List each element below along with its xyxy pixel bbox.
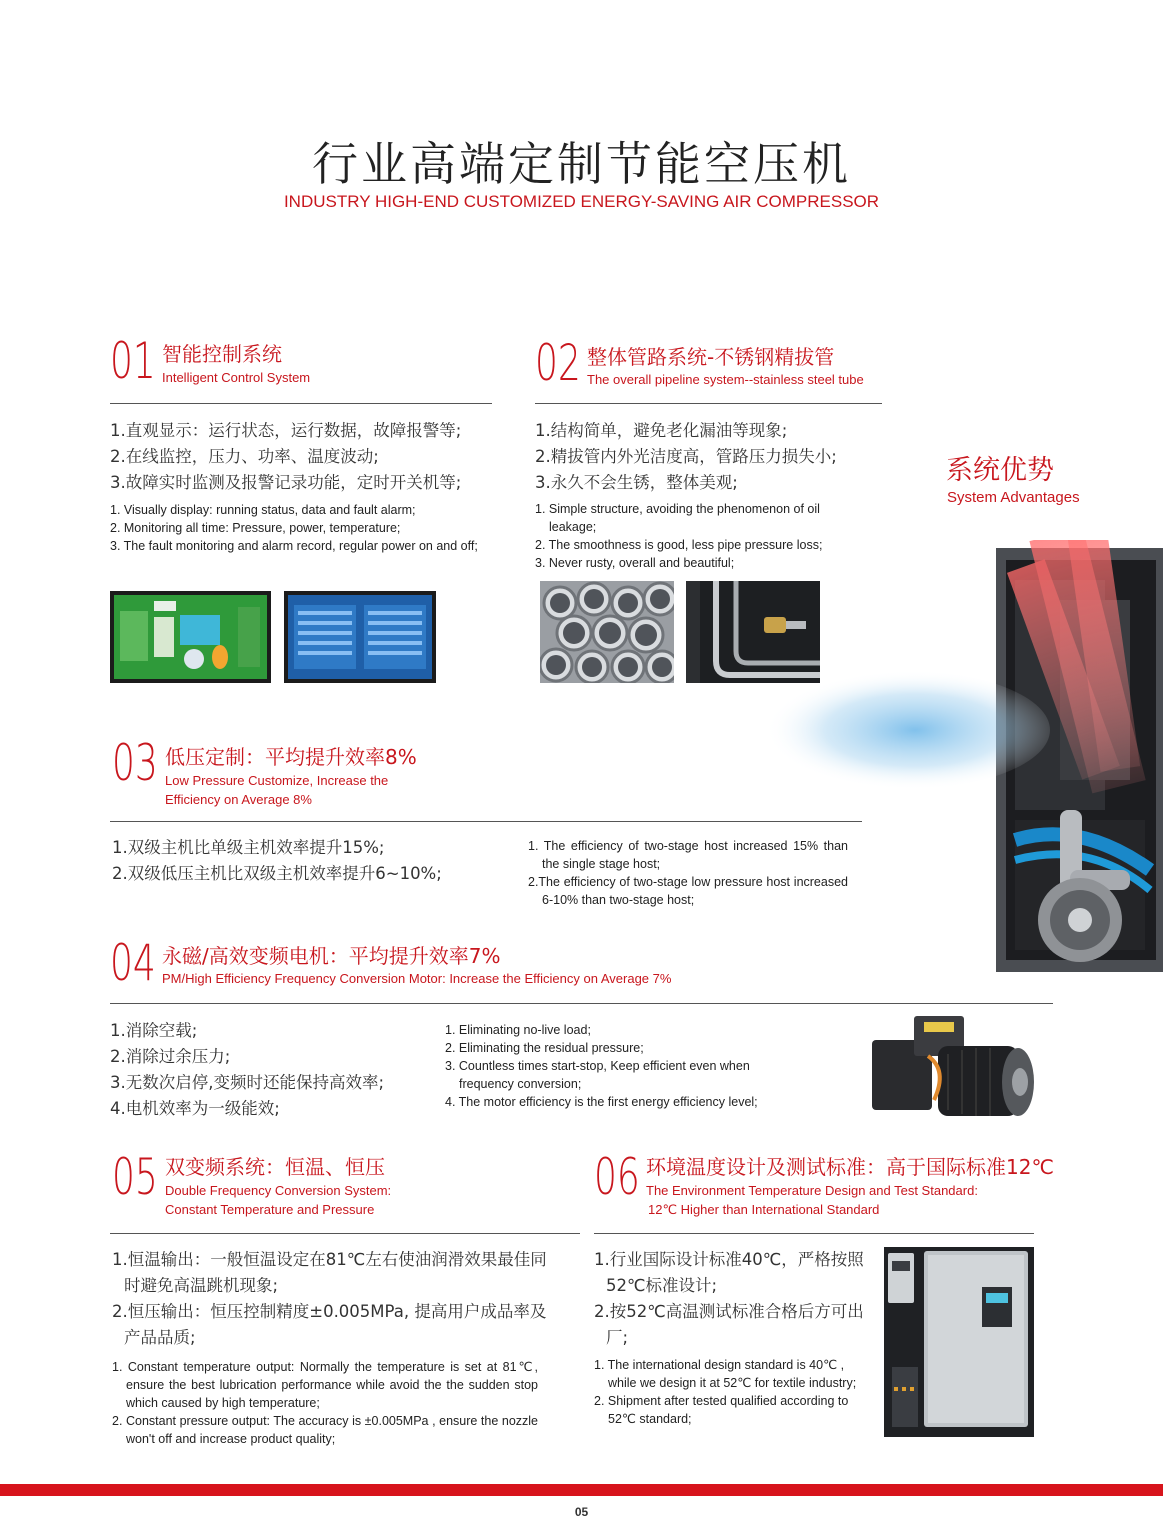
section-05-number: 05 (112, 1148, 158, 1206)
list-item: 1.结构简单，避免老化漏油等现象; (535, 421, 788, 440)
footer-bar (0, 1484, 1163, 1496)
section-06-divider (594, 1233, 1034, 1234)
section-04-zh-list (110, 1018, 430, 1122)
section-05-title-en (165, 1181, 391, 1219)
list-item: 2. The smoothness is good, less pipe pressure loss; (535, 538, 823, 552)
list-item: 1.恒温输出：一般恒温设定在81℃左右使油润滑效果最佳同时避免高温跳机现象; (112, 1250, 547, 1295)
section-03-zh-list (112, 835, 512, 887)
section-03-en-list (528, 837, 848, 909)
section-03-title-zh: 低压定制：平均提升效率8% (165, 745, 417, 769)
section-06-zh-list (594, 1247, 876, 1351)
title-en-line: Constant Temperature and Pressure (165, 1202, 375, 1217)
section-05-zh-list (112, 1247, 552, 1351)
section-02-number: 02 (535, 334, 581, 392)
title-en-line: The Environment Temperature Design and Test Standard: (646, 1183, 978, 1198)
list-item: 3.永久不会生锈，整体美观; (535, 473, 738, 492)
list-item: 3.无数次启停,变频时还能保持高效率; (110, 1073, 385, 1092)
list-item: 3. Countless times start-stop, Keep efficient even when frequency conversion; (445, 1059, 750, 1091)
section-05-en-list (112, 1358, 538, 1448)
list-item: 4.电机效率为一级能效; (110, 1099, 280, 1118)
page-title: 行业高端定制节能空压机 (312, 137, 851, 191)
section-02-zh-list (535, 418, 895, 496)
list-item: 3. The fault monitoring and alarm record, regular power on and off; (110, 539, 478, 553)
section-01-divider (110, 403, 492, 404)
list-item: 2. Constant pressure output: The accuracy is ±0.005MPa , ensure the nozzle won't off and increase product quality; (112, 1414, 538, 1446)
title-en-line: Double Frequency Conversion System: (165, 1183, 392, 1198)
section-06-title-zh: 环境温度设计及测试标准：高于国际标准12℃ (646, 1155, 1054, 1179)
section-02-title-en: The overall pipeline system--stainless steel tube (587, 372, 864, 387)
steel-tubes-photo (540, 581, 674, 683)
list-item: 3.故障实时监测及报警记录功能，定时开关机等; (110, 473, 462, 492)
list-item: 2.精拔管内外光洁度高，管路压力损失小; (535, 447, 837, 466)
list-item: 4. The motor efficiency is the first energy efficiency level; (445, 1095, 758, 1109)
title-en-line: Low Pressure Customize, Increase the (165, 773, 389, 788)
list-item: 1. The efficiency of two-stage host increased 15% than the single stage host; (528, 839, 848, 871)
list-item: 1. Constant temperature output: Normally the temperature is set at 81℃, ensure the best lubrication performance while avoid the the sudden stop which caused by high temperature; (112, 1360, 538, 1410)
pipe-fitting-photo (686, 581, 820, 683)
list-item: 1. Visually display: running status, data and fault alarm; (110, 503, 416, 517)
control-data-screen (284, 591, 436, 683)
section-04-title-en: PM/High Efficiency Frequency Conversion Motor: Increase the Efficiency on Average 7% (162, 971, 672, 986)
side-heading-zh: 系统优势 (946, 455, 1054, 486)
section-02-en-list (535, 500, 835, 572)
list-item: 2.在线监控，压力、功率、温度波动; (110, 447, 379, 466)
section-02-title-zh: 整体管路系统-不锈钢精拔管 (587, 345, 835, 369)
section-05-title-zh: 双变频系统：恒温、恒压 (165, 1155, 385, 1179)
list-item: 2.消除过余压力; (110, 1047, 231, 1066)
section-01-number: 01 (110, 332, 156, 390)
list-item: 2.双级低压主机比双级主机效率提升6~10%; (112, 864, 442, 883)
section-06-en-list (594, 1356, 876, 1428)
section-01-zh-list (110, 418, 510, 496)
section-03-title-en (165, 771, 388, 809)
page-subtitle: INDUSTRY HIGH-END CUSTOMIZED ENERGY-SAVING AIR COMPRESSOR (283, 192, 880, 211)
section-03-divider (110, 821, 862, 822)
list-item: 2.按52℃高温测试标准合格后方可出厂; (594, 1302, 864, 1347)
section-04-en-list (445, 1021, 805, 1111)
section-02-divider (535, 403, 882, 404)
list-item: 2.The efficiency of two-stage low pressure host increased 6-10% than two-stage host; (528, 875, 848, 907)
title-en-line: 12℃ Higher than International Standard (648, 1202, 880, 1217)
list-item: 1.直观显示：运行状态，运行数据，故障报警等; (110, 421, 462, 440)
list-item: 2. Monitoring all time: Pressure, power, temperature; (110, 521, 401, 535)
control-panel-screen (110, 591, 271, 683)
list-item: 1.行业国际设计标准40℃，严格按照52℃标准设计; (594, 1250, 864, 1295)
section-06-title-en (646, 1181, 978, 1219)
motor-photo (858, 1010, 1038, 1125)
list-item: 2.恒压输出：恒压控制精度±0.005MPa, 提高用户成品率及产品品质; (112, 1302, 547, 1347)
compressor-cutaway-photo (760, 540, 1163, 975)
list-item: 1. Simple structure, avoiding the phenomenon of oil leakage; (535, 502, 820, 534)
section-04-divider (110, 1003, 1053, 1004)
section-01-title-zh: 智能控制系统 (162, 342, 282, 366)
section-03-number: 03 (112, 734, 158, 792)
inverter-cabinet-photo (884, 1247, 1034, 1437)
list-item: 1.双级主机比单级主机效率提升15%; (112, 838, 385, 857)
list-item: 2. Eliminating the residual pressure; (445, 1041, 644, 1055)
section-06-number: 06 (594, 1148, 640, 1206)
list-item: 1. Eliminating no-live load; (445, 1023, 591, 1037)
section-04-number: 04 (110, 934, 156, 992)
list-item: 3. Never rusty, overall and beautiful; (535, 556, 735, 570)
list-item: 1.消除空载; (110, 1021, 198, 1040)
section-01-en-list (110, 501, 480, 555)
list-item: 2. Shipment after tested qualified according to 52℃ standard; (594, 1394, 849, 1426)
list-item: 1. The international design standard is 40℃ , while we design it at 52℃ for textile industry; (594, 1358, 857, 1390)
side-heading-en: System Advantages (947, 489, 1080, 506)
title-en-line: Efficiency on Average 8% (165, 792, 312, 807)
section-04-title-zh: 永磁/高效变频电机：平均提升效率7% (162, 944, 501, 968)
section-01-title-en: Intelligent Control System (162, 370, 311, 385)
section-05-divider (110, 1233, 580, 1234)
page-number: 05 (574, 1505, 589, 1519)
